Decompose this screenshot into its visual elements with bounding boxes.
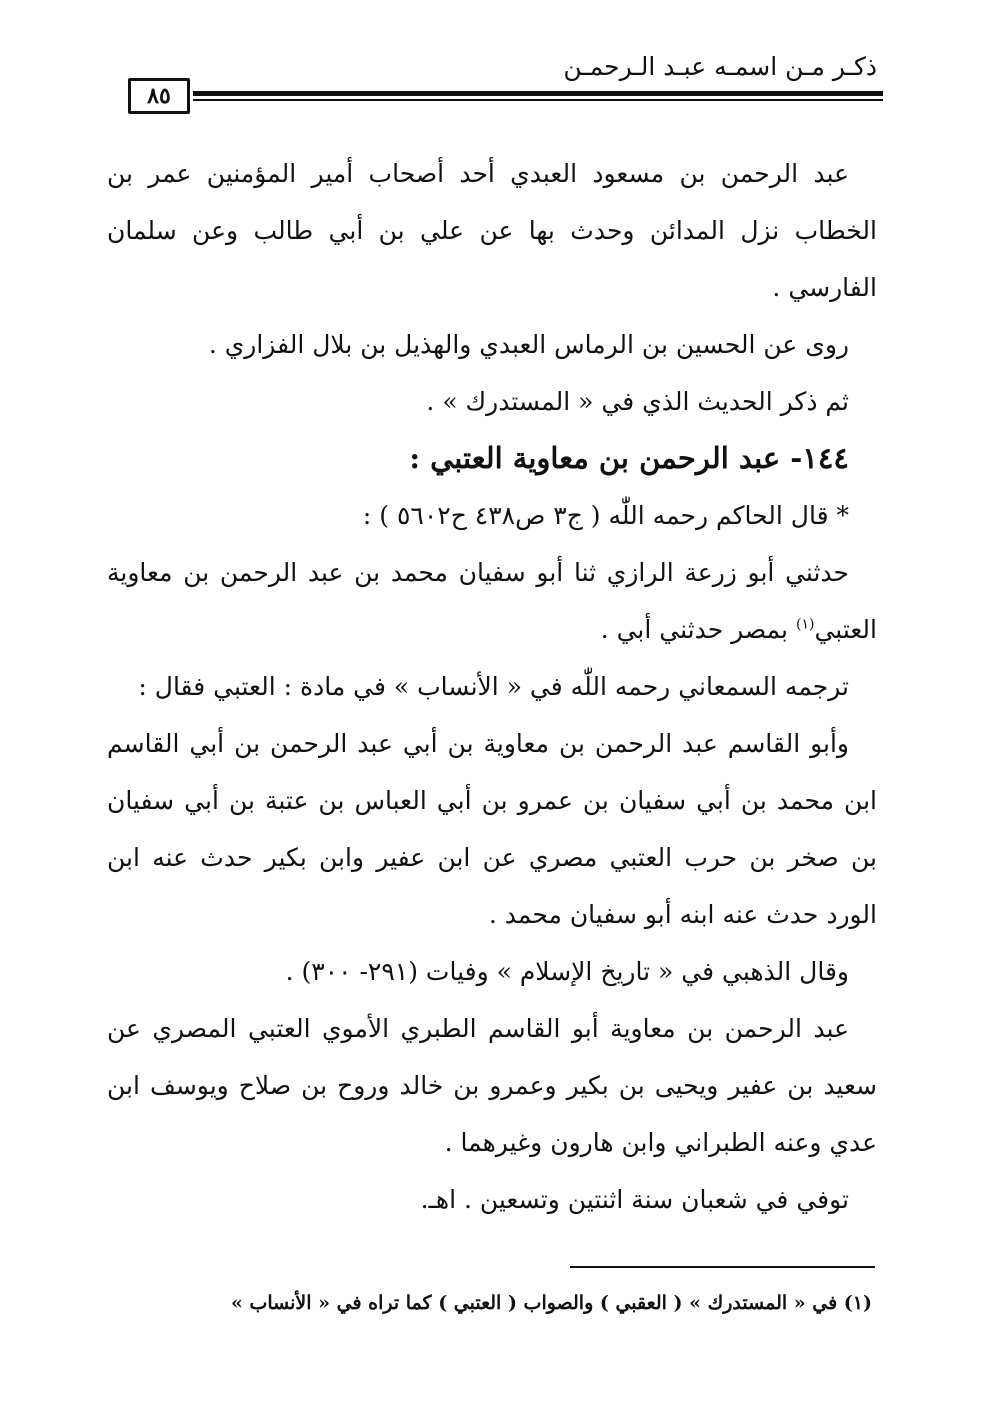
page-number: ٨٥ <box>128 78 190 114</box>
paragraph-4: * قال الحاكم رحمه اللّٰه ( ج٣ ص٤٣٨ ح٥٦٠٢ ) : <box>362 501 849 530</box>
paragraph-8: وقال الذهبي في « تاريخ الإسلام » وفيات (٢٩١- ٣٠٠) . <box>285 957 849 986</box>
paragraph-5-tail: بمصر حدثني أبي . <box>600 615 796 644</box>
paragraph-9: عبد الرحمن بن معاوية أبو القاسم الطبري الأموي العتبي المصري عن سعيد بن عفير ويحيى بن بكير وعمرو بن خالد وروح بن صلاح ويوسف ابن عدي وعنه الطبراني وابن هارون وغيرهما . <box>107 1014 877 1157</box>
paragraph-7: وأبو القاسم عبد الرحمن بن معاوية بن أبي عبد الرحمن بن أبي القاسم ابن محمد بن أبي سفيان بن عمرو بن أبي العباس بن عتبة بن أبي سفيان بن صخر بن حرب العتبي مصري عن ابن عفير وابن بكير حدث عنه ابن الورد حدث عنه ابنه أبو سفيان محمد . <box>107 729 877 929</box>
body-text <box>107 145 877 1228</box>
paragraph-3: ثم ذكر الحديث الذي في « المستدرك » . <box>426 387 849 416</box>
footnote: (١) في « المستدرك » ( العقبي ) والصواب ( العتبي ) كما تراه في « الأنساب » <box>230 1292 872 1314</box>
paragraph-2: روى عن الحسين بن الرماس العبدي والهذيل بن بلال الفزاري . <box>208 330 849 359</box>
entry-heading: ١٤٤- عبد الرحمن بن معاوية العتبي : <box>409 441 849 475</box>
paragraph-6: ترجمه السمعاني رحمه اللّٰه في « الأنساب » في مادة : العتبي فقال : <box>138 672 849 701</box>
footnote-rule <box>570 1266 875 1268</box>
paragraph-5-text: حدثني أبو زرعة الرازي ثنا أبو سفيان محمد بن عبد الرحمن بن معاوية العتبي <box>107 558 877 644</box>
footnote-marker: (١) <box>795 616 815 633</box>
paragraph-1: عبد الرحمن بن مسعود العبدي أحد أصحاب أمير المؤمنين عمر بن الخطاب نزل المدائن وحدث بها عن علي بن أبي طالب وعن سلمان الفارسي . <box>107 159 877 302</box>
running-title: ذكـر مـن اسمـه عبـد الـرحمـن <box>563 52 877 81</box>
header-rule-thin <box>193 99 883 101</box>
header-rule <box>193 91 883 96</box>
paragraph-5 <box>107 544 877 658</box>
paragraph-10: توفي في شعبان سنة اثنتين وتسعين . اهـ. <box>420 1185 849 1214</box>
